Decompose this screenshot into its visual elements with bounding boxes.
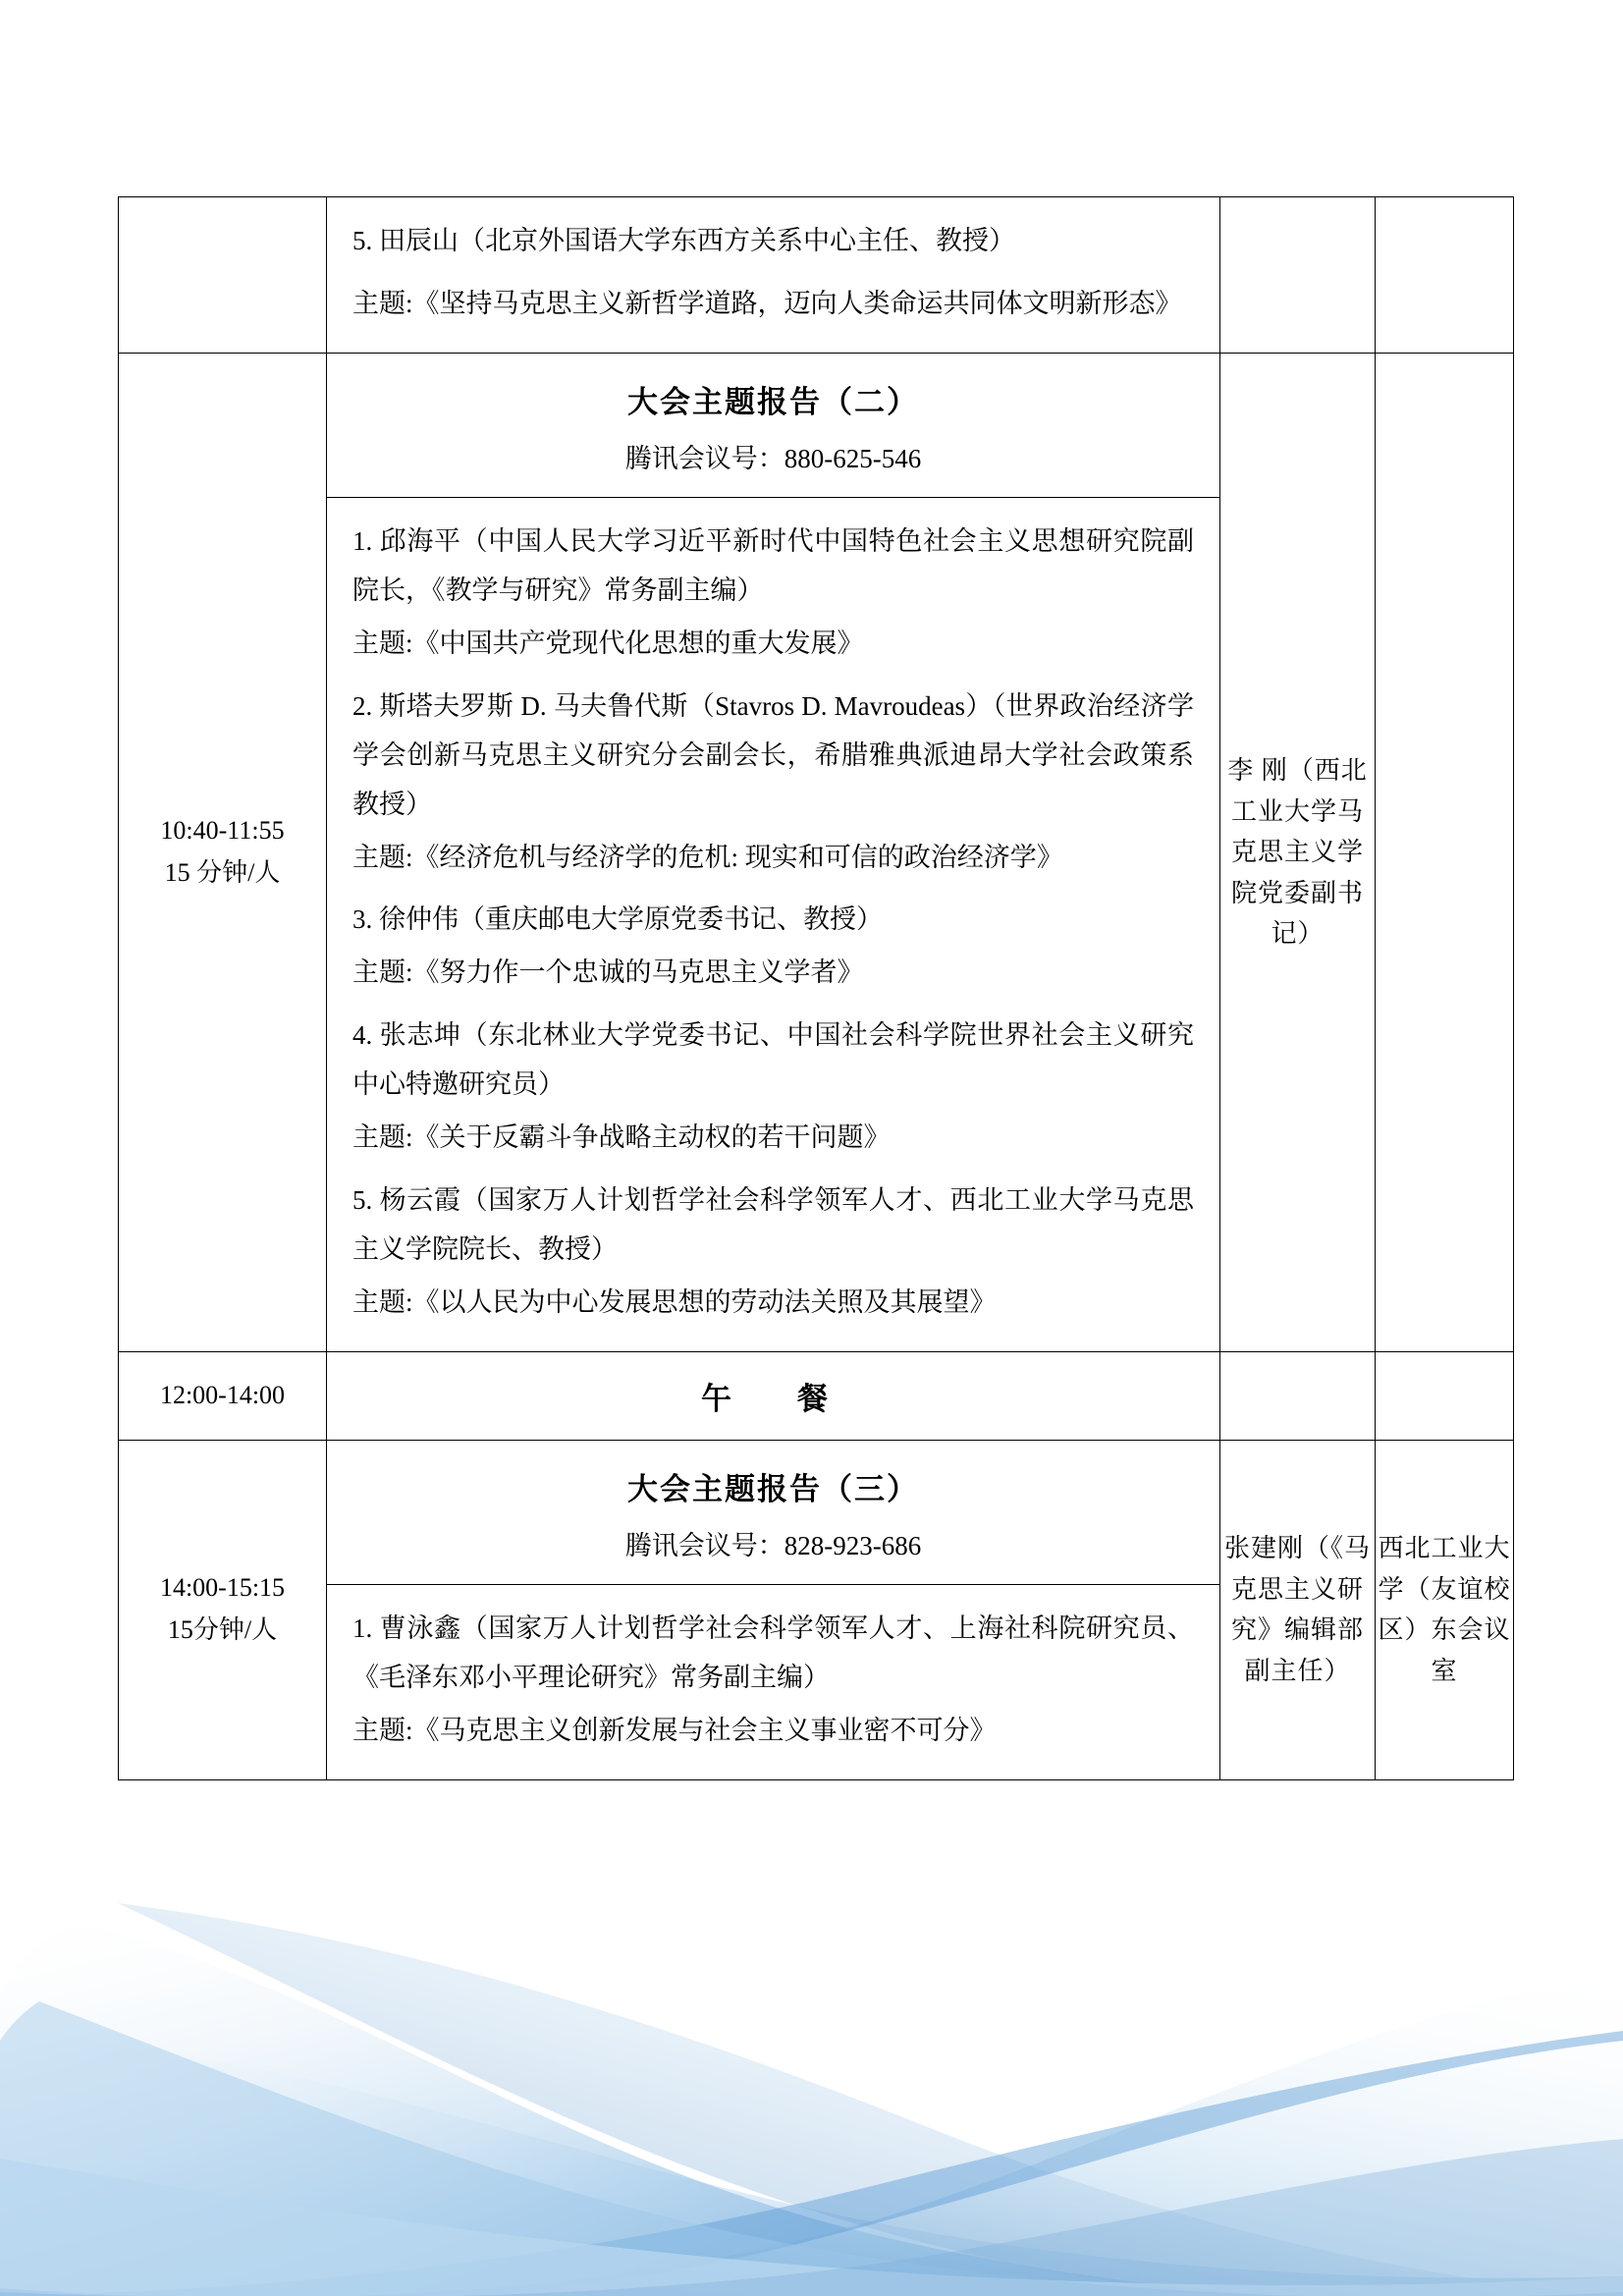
meeting-number: 腾讯会议号：828-923-686 xyxy=(624,1530,922,1560)
session-items xyxy=(327,1584,1219,1779)
table-row xyxy=(119,1440,1514,1779)
session-heading xyxy=(327,1441,1219,1584)
chair-cell: 张建刚（《马克思主义研究》编辑部副主任） xyxy=(1220,1440,1376,1779)
speaker-topic: 主题:《马克思主义创新发展与社会主义事业密不可分》 xyxy=(352,1715,997,1745)
table-row xyxy=(119,197,1514,354)
session-title: 大会主题报告（三） xyxy=(627,1471,919,1506)
speaker-entry: 2. 斯塔夫罗斯 D. 马夫鲁代斯（Stavros D. Mavroudeas）（世界政治经济学学会创新马克思主义研究分会副会长，希腊雅典派迪昂大学社会政策系教授） xyxy=(352,690,1194,819)
time-cell xyxy=(119,353,327,1351)
speaker-entry: 5. 杨云霞（国家万人计划哲学社会科学领军人才、西北工业大学马克思主义学院院长、教授） xyxy=(352,1185,1194,1265)
time-cell xyxy=(119,197,327,354)
session-content-cell xyxy=(327,1440,1220,1779)
speaker-entry: 3. 徐仲伟（重庆邮电大学原党委书记、教授） xyxy=(352,904,883,935)
chair-cell: 李 刚（西北工业大学马克思主义学院党委副书记） xyxy=(1220,353,1376,1351)
speaker-entry: 5. 田辰山（北京外国语大学东西方关系中心主任、教授） xyxy=(352,226,1015,255)
place-cell xyxy=(1376,197,1514,354)
speaker-topic: 主题:《中国共产党现代化思想的重大发展》 xyxy=(352,628,864,658)
session-items xyxy=(327,497,1219,1351)
speaker-topic: 主题:《坚持马克思主义新哲学道路，迈向人类命运共同体文明新形态》 xyxy=(352,288,1182,318)
meeting-number: 腾讯会议号：880-625-546 xyxy=(624,443,922,473)
table-row xyxy=(119,1351,1514,1440)
agenda-table xyxy=(118,196,1514,1780)
time-cell: 12:00-14:00 xyxy=(119,1351,327,1440)
time-range: 10:40-11:55 xyxy=(160,816,285,846)
lunch-cell xyxy=(327,1351,1220,1440)
time-per-person: 15 分钟/人 xyxy=(164,857,281,887)
speaker-entry: 1. 邱海平（中国人民大学习近平新时代中国特色社会主义思想研究院副院长，《教学与研究》常务副主编） xyxy=(352,525,1194,605)
speaker-topic: 主题:《经济危机与经济学的危机: 现实和可信的政治经济学》 xyxy=(352,842,1063,872)
time-per-person: 15分钟/人 xyxy=(167,1615,278,1645)
chair-cell xyxy=(1220,197,1376,354)
session-content-cell xyxy=(327,197,1220,354)
chair-cell xyxy=(1220,1351,1376,1440)
time-range: 14:00-15:15 xyxy=(159,1573,286,1603)
speaker-entry: 1. 曹泳鑫（国家万人计划哲学社会科学领军人才、上海社科院研究员、《毛泽东邓小平理论研究》常务副主编） xyxy=(352,1613,1194,1692)
session-heading xyxy=(327,354,1219,497)
session-title: 大会主题报告（二） xyxy=(627,384,919,419)
session-content-cell xyxy=(327,353,1220,1351)
place-cell xyxy=(1376,353,1514,1351)
table-row xyxy=(119,353,1514,1351)
speaker-topic: 主题:《努力作一个忠诚的马克思主义学者》 xyxy=(352,957,864,988)
place-cell xyxy=(1376,1351,1514,1440)
lunch-label: 午 餐 xyxy=(701,1381,845,1416)
decorative-ribbon-graphic xyxy=(0,1746,1623,2296)
time-cell xyxy=(119,1440,327,1779)
speaker-topic: 主题:《以人民为中心发展思想的劳动法关照及其展望》 xyxy=(352,1287,997,1317)
speaker-topic: 主题:《关于反霸斗争战略主动权的若干问题》 xyxy=(352,1122,891,1153)
place-cell: 西北工业大学（友谊校区）东会议室 xyxy=(1376,1440,1514,1779)
speaker-entry: 4. 张志坤（东北林业大学党委书记、中国社会科学院世界社会主义研究中心特邀研究员） xyxy=(352,1020,1194,1100)
